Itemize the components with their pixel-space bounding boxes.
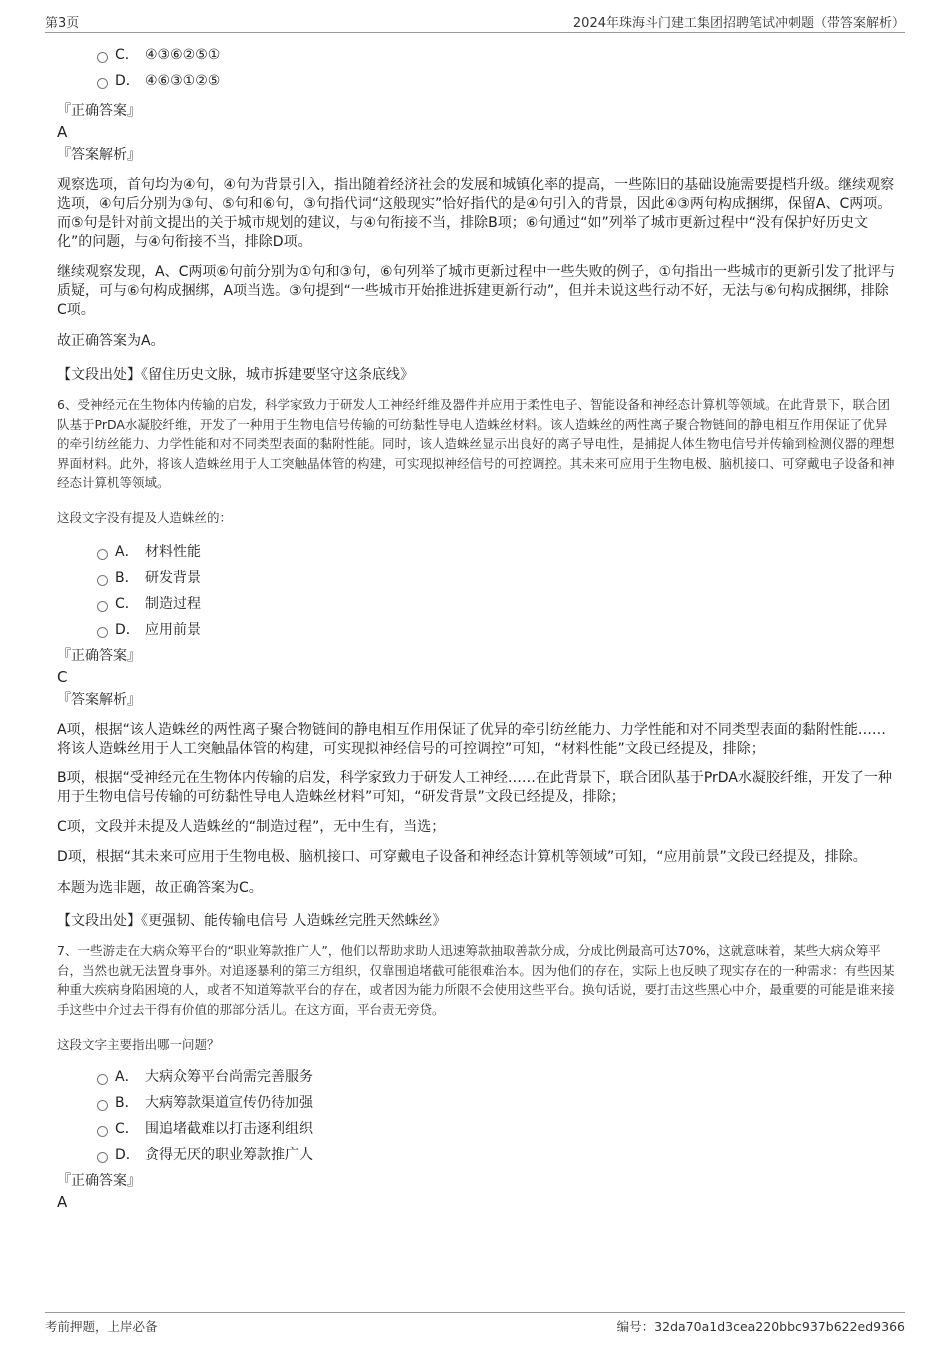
q6-analysis-c: C项，文段并未提及人造蛛丝的“制造过程”，无中生有，当选； [57, 819, 446, 835]
q6-options [57, 541, 897, 645]
radio-icon[interactable] [97, 1126, 108, 1137]
q5-analysis-p1: 观察选项，首句均为④句，④句为背景引入，指出随着经济社会的发展和城镇化率的提高，一些陈旧的基础设施需要提档升级。继续观察选项，④句后分别为③句、⑤句和⑥句，③句指代词“这般现实”恰好指代的是④句引入的背景，因此④③两句构成捆绑，保留A、C两项。而⑤句是针对前文提出的关于城市规划的建议，与④句衔接不当，排除B项；⑥句通过“如”列举了城市更新过程中“没有保护好历史文化”的问题，与④句衔接不当，排除D项。 [57, 177, 895, 250]
q6-source: 【文段出处】《更强韧、能传输电信号 人造蛛丝完胜天然蛛丝》 [57, 913, 447, 929]
q7-option-a[interactable]: A． 大病众筹平台尚需完善服务 [57, 1066, 897, 1092]
document-title: 2024年珠海斗门建工集团招聘笔试冲刺题（带答案解析） [572, 16, 905, 31]
document-id: 编号：32da70a1d3cea220bbc937b622ed9366 [616, 1319, 905, 1334]
q7-options [57, 1066, 897, 1170]
q5-option-c[interactable]: C． ④③⑥②⑤① [57, 44, 897, 70]
q5-conclusion: 故正确答案为A。 [57, 333, 165, 349]
q7-answer-label: 『正确答案』 [57, 1172, 141, 1189]
radio-icon[interactable] [97, 1152, 108, 1163]
q6-stem: 6、受神经元在生物体内传输的启发，科学家致力于研发人工神经纤维及器件并应用于柔性电子、智能设备和神经态计算机等领域。在此背景下，联合团队基于PrDA水凝胶纤维，开发了一种用于生物电信号传输的可纺黏性导电人造蛛丝材料。该人造蛛丝的两性离子聚合物链间的静电相互作用保证了优异的牵引纺丝能力、力学性能和对不同类型表面的黏附性能。同时，该人造蛛丝显示出良好的离子导电性，是捕捉人体生物电信号并传输到检测仪器的理想界面材料。此外，将该人造蛛丝用于人工突触晶体管的构建，可实现拟神经信号的可控调控。其未来可应用于生物电极、脑机接口、可穿戴电子设备和神经态计算机等领域。 [57, 397, 895, 490]
q5-options [57, 44, 897, 96]
q5-option-d[interactable]: D． ④⑥③①②⑤ [57, 70, 897, 96]
footer-slogan: 考前押题，上岸必备 [45, 1319, 158, 1334]
radio-icon[interactable] [97, 601, 108, 612]
q6-option-d[interactable]: D． 应用前景 [57, 619, 897, 645]
q6-option-b[interactable]: B． 研发背景 [57, 567, 897, 593]
page-content [57, 44, 897, 1214]
radio-icon[interactable] [97, 78, 108, 89]
radio-icon[interactable] [97, 627, 108, 638]
q5-analysis-p2: 继续观察发现，A、C两项⑥句前分别为①句和③句，⑥句列举了城市更新过程中一些失败的例子，①句指出一些城市的更新引发了批评与质疑，可与⑥句构成捆绑，A项当选。③句提到“一些城市开始推进拆建更新行动”，但并未说这些行动不好，无法与⑥句构成捆绑，排除C项。 [57, 264, 896, 318]
q6-question: 这段文字没有提及人造蛛丝的： [57, 509, 233, 525]
radio-icon[interactable] [97, 1074, 108, 1085]
q6-option-a[interactable]: A． 材料性能 [57, 541, 897, 567]
q7-option-d[interactable]: D． 贪得无厌的职业筹款推广人 [57, 1144, 897, 1170]
radio-icon[interactable] [97, 52, 108, 63]
page-number: 第3页 [45, 16, 80, 31]
q5-source: 【文段出处】《留住历史文脉，城市拆建要坚守这条底线》 [57, 367, 414, 383]
q7-option-c[interactable]: C． 围追堵截难以打击逐利组织 [57, 1118, 897, 1144]
page-footer [45, 1312, 905, 1337]
q6-analysis-d: D项，根据“其未来可应用于生物电极、脑机接口、可穿戴电子设备和神经态计算机等领域”可知，“应用前景”文段已经提及，排除。 [57, 849, 867, 865]
q5-analysis-label: 『答案解析』 [57, 147, 141, 163]
q6-option-c[interactable]: C． 制造过程 [57, 593, 897, 619]
radio-icon[interactable] [97, 575, 108, 586]
radio-icon[interactable] [97, 1100, 108, 1111]
q6-analysis-b: B项，根据“受神经元在生物体内传输的启发，科学家致力于研发人工神经……在此背景下，联合团队基于PrDA水凝胶纤维，开发了一种用于生物电信号传输的可纺黏性导电人造蛛丝材料”可知，“研发背景”文段已经提及，排除； [57, 770, 892, 805]
radio-icon[interactable] [97, 549, 108, 560]
q6-conclusion: 本题为选非题，故正确答案为C。 [57, 880, 263, 896]
page-header [45, 12, 905, 33]
q6-answer: C [57, 668, 68, 686]
q7-stem: 7、一些游走在大病众筹平台的“职业筹款推广人”，他们以帮助求助人迅速筹款抽取善款分成，分成比例最高可达70%，这就意味着，某些大病众筹平台，当然也就无法置身事外。对追逐暴利的第三方组织，仅靠围追堵截可能很难治本。因为他们的存在，实际上也反映了现实存在的一种需求：有些因某种重大疾病身陷困境的人，或者不知道筹款平台的存在，或者因为能力所限不会使用这些平台。换句话说，要打击这些黑心中介，最重要的可能是谁来接手这些中介过去干得有价值的那部分活儿。在这方面，平台责无旁贷。 [57, 943, 895, 1017]
q5-answer: A [57, 123, 68, 141]
q6-analysis-label: 『答案解析』 [57, 692, 141, 708]
q7-question: 这段文字主要指出哪一问题？ [57, 1037, 220, 1052]
q6-answer-label: 『正确答案』 [57, 648, 141, 664]
q5-answer-label: 『正确答案』 [57, 103, 141, 119]
q7-option-b[interactable]: B． 大病筹款渠道宣传仍待加强 [57, 1092, 897, 1118]
q6-analysis-a: A项，根据“该人造蛛丝的两性离子聚合物链间的静电相互作用保证了优异的牵引纺丝能力、力学性能和对不同类型表面的黏附性能……将该人造蛛丝用于人工突触晶体管的构建，可实现拟神经信号的可控调控”可知，“材料性能”文段已经提及，排除； [57, 722, 886, 757]
q7-answer: A [57, 1192, 68, 1211]
